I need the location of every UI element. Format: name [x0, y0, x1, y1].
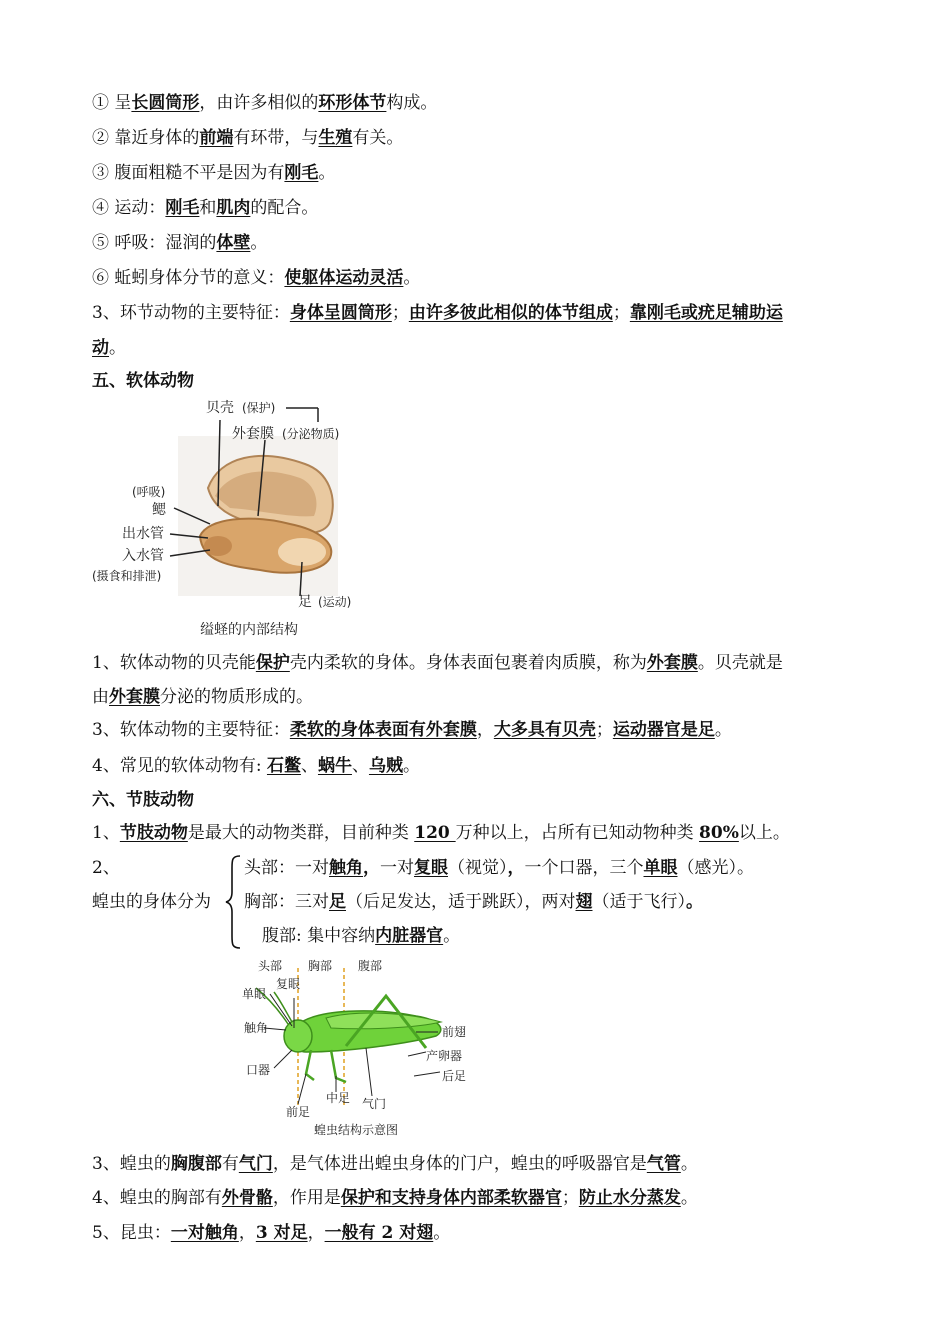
earthworm-line-3: ③ 腹面粗糙不平是因为有刚毛。 [92, 163, 336, 183]
svg-text:气门: 气门 [362, 1097, 387, 1111]
svg-text:出水管: 出水管 [122, 526, 164, 542]
svg-text:口器: 口器 [246, 1063, 271, 1077]
svg-text:中足: 中足 [326, 1091, 351, 1105]
svg-text:(分泌物质): (分泌物质) [282, 427, 340, 441]
grasshopper-body-label: 蝗虫的身体分为 [92, 892, 211, 912]
svg-text:贝壳: 贝壳 [206, 400, 234, 416]
svg-text:胸部: 胸部 [308, 959, 333, 973]
grasshopper-figure [236, 956, 480, 1146]
mollusk-para-1: 1、软体动物的贝壳能保护壳内柔软的身体。身体表面包裹着肉质膜，称为外套膜。贝壳就是 [92, 653, 783, 673]
svg-text:鳃: 鳃 [152, 502, 166, 518]
foot-shape [278, 538, 326, 566]
earthworm-line-4: ④ 运动：刚毛和肌肉的配合。 [92, 198, 319, 218]
svg-text:(呼吸): (呼吸) [132, 485, 166, 499]
svg-text:后足: 后足 [442, 1069, 467, 1083]
svg-text:产卵器: 产卵器 [426, 1049, 463, 1063]
grasshopper-head-shape [284, 1020, 312, 1052]
svg-text:(运动): (运动) [318, 595, 352, 609]
svg-text:缢蛏的内部结构: 缢蛏的内部结构 [200, 622, 298, 638]
earthworm-line-2: ② 靠近身体的前端有环带，与生殖有关。 [92, 128, 404, 148]
mollusk-features-line: 3、软体动物的主要特征：柔软的身体表面有外套膜，大多具有贝壳；运动器官是足。 [92, 720, 732, 740]
svg-text:单眼: 单眼 [242, 987, 267, 1001]
insect-features-line: 5、昆虫：一对触角，3 对足，一般有 2 对翅。 [92, 1223, 451, 1243]
annelid-features-line-cont: 动。 [92, 338, 126, 358]
svg-text:头部: 头部 [258, 959, 283, 973]
svg-text:蝗虫结构示意图: 蝗虫结构示意图 [314, 1123, 399, 1137]
earthworm-line-5: ⑤ 呼吸：湿润的体壁。 [92, 233, 268, 253]
svg-text:触角: 触角 [244, 1021, 269, 1035]
grasshopper-exoskeleton-line: 4、蝗虫的胸部有外骨骼，作用是保护和支持身体内部柔软器官；防止水分蒸发。 [92, 1188, 698, 1208]
mollusk-heading: 五、软体动物 [92, 371, 194, 391]
svg-text:(保护): (保护) [242, 401, 276, 415]
grasshopper-abdomen-line: 腹部: 集中容纳内脏器官。 [262, 926, 461, 946]
grasshopper-head-line: 头部：一对触角，一对复眼（视觉），一个口器，三个单眼（感光）。 [244, 858, 754, 878]
grasshopper-num: 2、 [92, 858, 120, 878]
earthworm-line-1: ① 呈长圆筒形，由许多相似的环形体节构成。 [92, 93, 438, 113]
earthworm-line-6: ⑥ 蚯蚓身体分节的意义：使躯体运动灵活。 [92, 268, 421, 288]
siphon-shape [204, 536, 232, 556]
svg-text:(摄食和排泄): (摄食和排泄) [92, 569, 162, 583]
grasshopper-chest-line: 胸部：三对足（后足发达，适于跳跃），两对翅（适于飞行）。 [244, 892, 703, 912]
arthropod-para-1: 1、节肢动物是最大的动物类群，目前种类 120 万种以上，占所有已知动物种类 80%以上。 [92, 823, 790, 843]
svg-text:复眼: 复眼 [276, 977, 301, 991]
brace-icon [224, 854, 244, 950]
razor-clam-figure [90, 396, 380, 644]
annelid-features-line: 3、环节动物的主要特征：身体呈圆筒形；由许多彼此相似的体节组成；靠刚毛或疣足辅助运 [92, 303, 783, 323]
mollusk-para-1-cont: 由外套膜分泌的物质形成的。 [92, 687, 313, 707]
svg-text:腹部: 腹部 [358, 959, 383, 973]
svg-text:足: 足 [298, 594, 312, 610]
grasshopper-spiracle-line: 3、蝗虫的胸腹部有气门，是气体进出蝗虫身体的门户，蝗虫的呼吸器官是气管。 [92, 1154, 698, 1174]
svg-text:入水管: 入水管 [122, 548, 164, 564]
svg-text:前翅: 前翅 [442, 1025, 467, 1039]
arthropod-heading: 六、节肢动物 [92, 790, 194, 810]
svg-text:前足: 前足 [286, 1105, 311, 1119]
mollusk-examples-line: 4、常见的软体动物有: 石鳖、蜗牛、乌贼。 [92, 756, 420, 776]
svg-text:外套膜: 外套膜 [232, 426, 274, 442]
